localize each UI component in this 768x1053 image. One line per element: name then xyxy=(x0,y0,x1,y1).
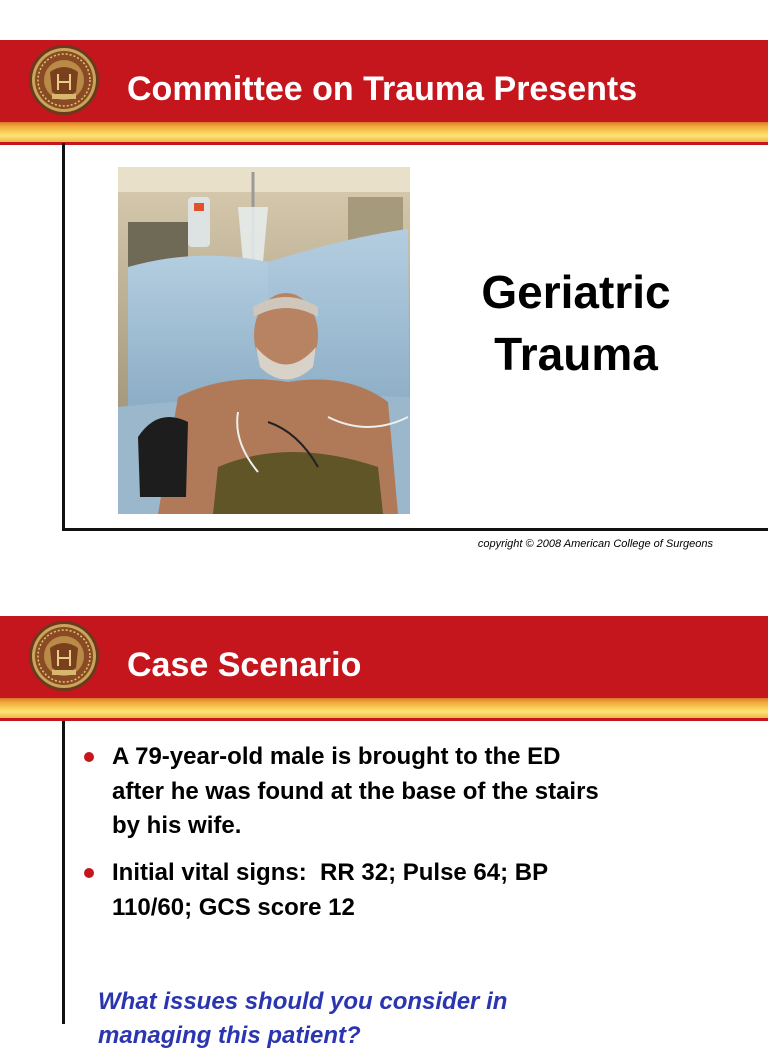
main-title-line-2: Trauma xyxy=(494,328,658,380)
bullet-item xyxy=(84,856,614,926)
header-title: Case Scenario xyxy=(127,646,362,684)
college-seal-icon xyxy=(28,620,100,692)
stripe-edge xyxy=(0,718,768,721)
frame-left-line xyxy=(62,721,65,1024)
gold-stripe xyxy=(0,698,768,718)
header-band xyxy=(0,616,768,700)
bullet-item xyxy=(84,740,614,844)
bullet-text: Initial vital signs: RR 32; Pulse 64; BP 110/60; GCS score 12 xyxy=(112,859,555,921)
copyright-notice: copyright © 2008 American College of Surgeons xyxy=(477,538,713,550)
discussion-question: What issues should you consider in managing this patient? xyxy=(98,988,508,1049)
main-title-line-1: Geriatric xyxy=(481,266,671,318)
bullet-dot-icon xyxy=(84,752,94,762)
bullet-text: A 79-year-old male is brought to the ED after he was found at the base of the stairs by his wife. xyxy=(112,743,606,839)
bullet-dot-icon xyxy=(84,868,94,878)
header-title: Committee on Trauma Presents xyxy=(127,70,638,108)
